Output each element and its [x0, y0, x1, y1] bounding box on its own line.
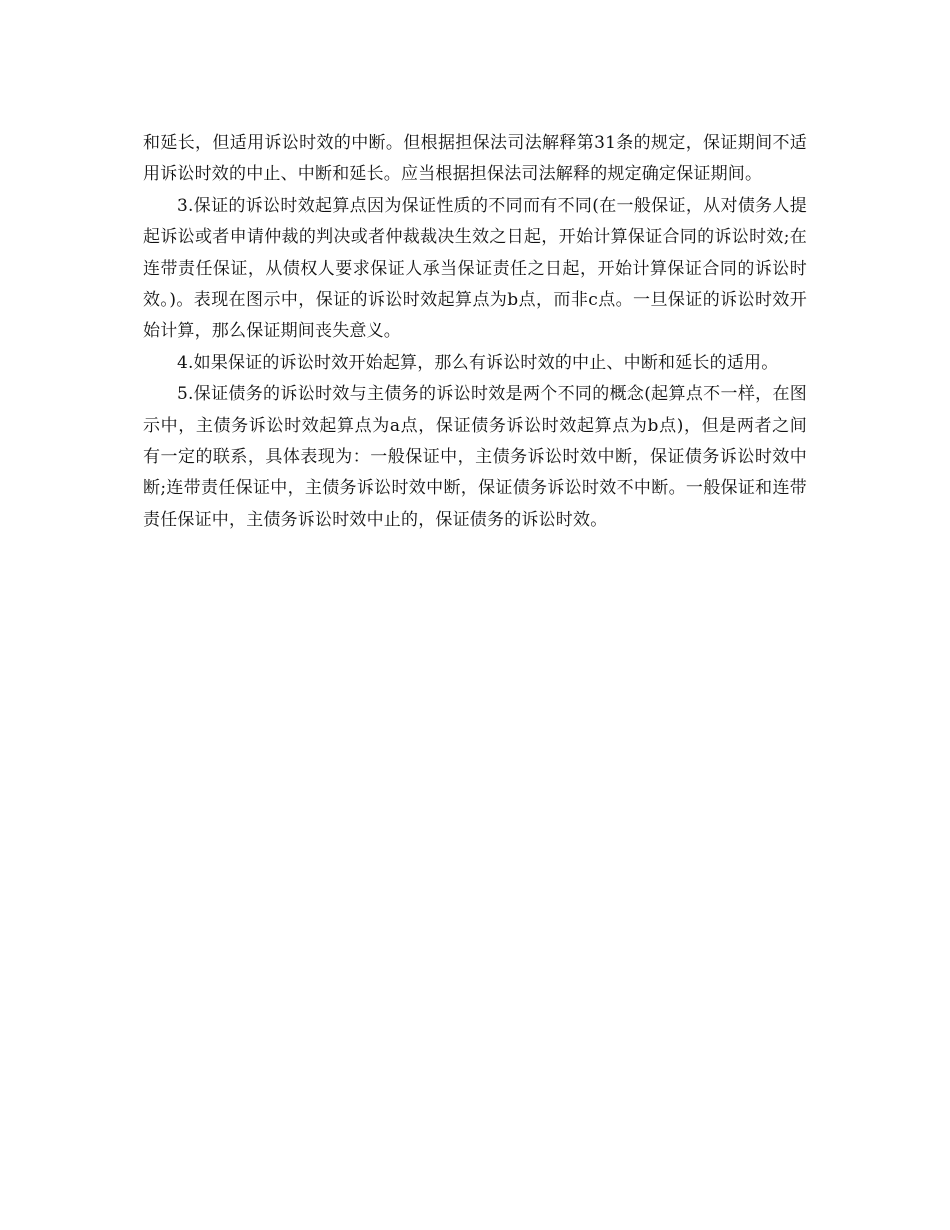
paragraph-item-3: 3.保证的诉讼时效起算点因为保证性质的不同而有不同(在一般保证，从对债务人提起诉讼或者申请仲裁的判决或者仲裁裁决生效之日起，开始计算保证合同的诉讼时效;在连带责任保证，从债权人要求保证人承当保证责任之日起，开始计算保证合同的诉讼时效。)。表现在图示中，保证的诉讼时效起算点为b点，而非c点。一旦保证的诉讼时效开始计算，那么保证期间丧失意义。	[143, 195, 807, 342]
paragraph-continuation: 和延长，但适用诉讼时效的中断。但根据担保法司法解释第31条的规定，保证期间不适用诉讼时效的中止、中断和延长。应当根据担保法司法解释的规定确定保证期间。	[143, 133, 807, 185]
paragraph-item-4: 4.如果保证的诉讼时效开始起算，那么有诉讼时效的中止、中断和延长的适用。	[177, 352, 779, 373]
document-body	[143, 128, 807, 536]
paragraph-item-5: 5.保证债务的诉讼时效与主债务的诉讼时效是两个不同的概念(起算点不一样，在图示中，主债务诉讼时效起算点为a点，保证债务诉讼时效起算点为b点)，但是两者之间有一定的联系，具体表现为：一般保证中，主债务诉讼时效中断，保证债务诉讼时效中断;连带责任保证中，主债务诉讼时效中断，保证债务诉讼时效不中断。一般保证和连带责任保证中，主债务诉讼时效中止的，保证债务的诉讼时效。	[143, 384, 807, 530]
